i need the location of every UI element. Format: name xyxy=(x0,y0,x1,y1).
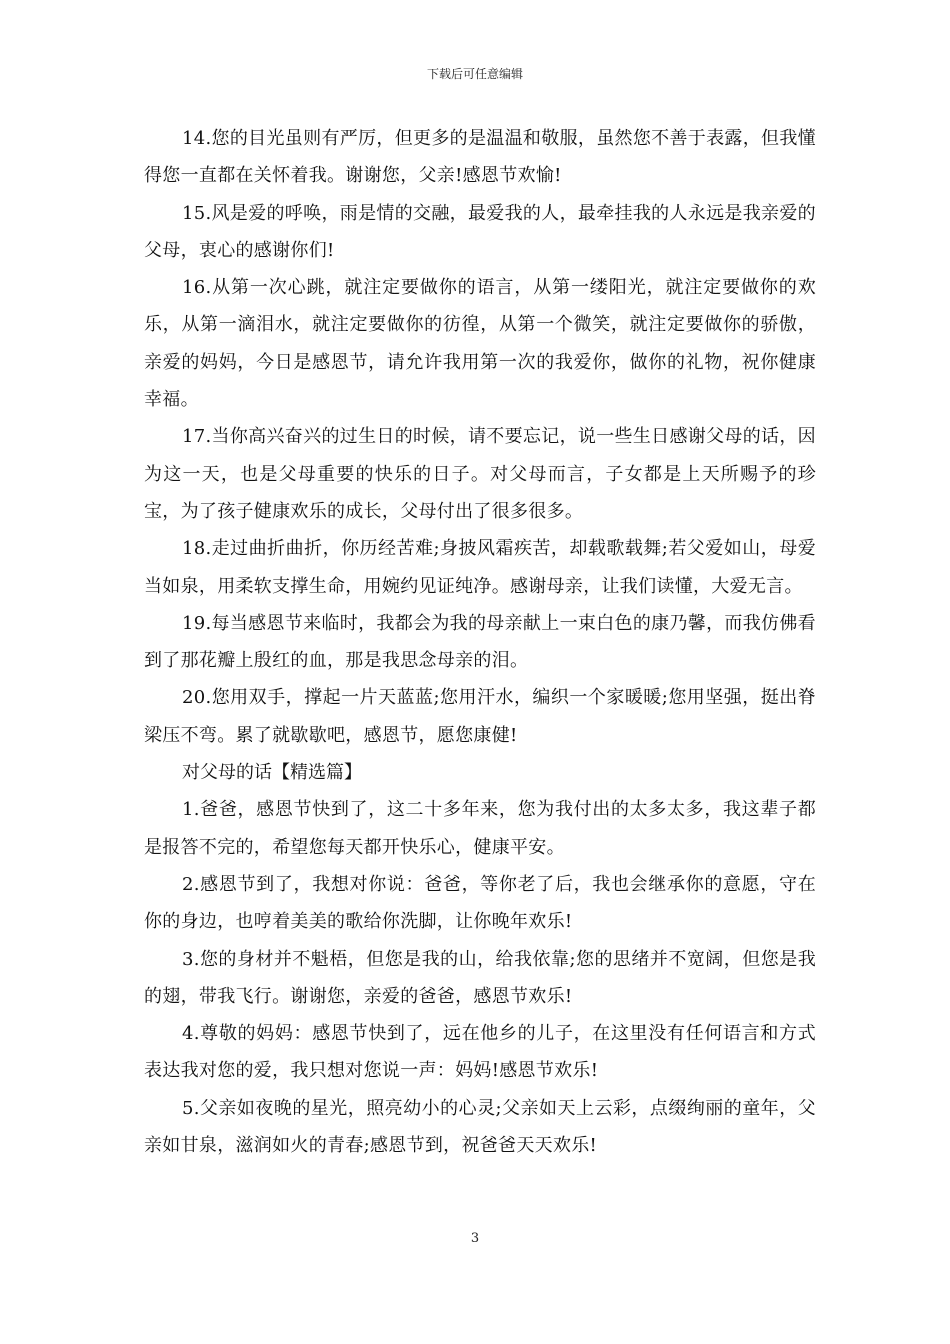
page-header: 下载后可任意编辑 xyxy=(426,67,523,81)
paragraph-20: 20.您用双手，撑起一片天蓝蓝;您用汗水，编织一个家暖暖;您用坚强，挺出脊梁压不弯。累了就歇歇吧，感恩节，愿您康健! xyxy=(144,687,816,746)
paragraph-1: 1.爸爸，感恩节快到了，这二十多年来，您为我付出的太多太多，我这辈子都是报答不完的，希望您每天都开快乐心，健康平安。 xyxy=(144,799,816,858)
paragraph-3: 3.您的身材并不魁梧，但您是我的山，给我依靠;您的思绪并不宽阔，但您是我的翅，带我飞行。谢谢您，亲爱的爸爸，感恩节欢乐! xyxy=(144,948,816,1007)
paragraph-18: 18.走过曲折曲折，你历经苦难;身披风霜疾苦，却载歌载舞;若父爱如山，母爱当如泉，用柔软支撑生命，用婉约见证纯净。感谢母亲，让我们读懂，大爱无言。 xyxy=(144,538,816,597)
paragraph-19: 19.每当感恩节来临时，我都会为我的母亲献上一束白色的康乃馨，而我仿佛看到了那花瓣上殷红的血，那是我思念母亲的泪。 xyxy=(144,612,816,672)
paragraph-15: 15.风是爱的呼唤，雨是情的交融，最爱我的人，最牵挂我的人永远是我亲爱的父母，衷心的感谢你们! xyxy=(144,202,816,261)
page-number: 3 xyxy=(470,1231,480,1246)
paragraph-16: 16.从第一次心跳，就注定要做你的语言，从第一缕阳光，就注定要做你的欢乐，从第一滴泪水，就注定要做你的彷徨，从第一个微笑，就注定要做你的骄傲，亲爱的妈妈，今日是感恩节，请允许我用第一次的我爱你，做你的礼物，祝你健康幸福。 xyxy=(144,277,816,411)
paragraph-17: 17.当你高兴奋兴的过生日的时候，请不要忘记，说一些生日感谢父母的话，因为这一天，也是父母重要的快乐的日子。对父母而言，子女都是上天所赐予的珍宝，为了孩子健康欢乐的成长，父母付出了很多很多。 xyxy=(144,426,816,522)
section-title: 对父母的话【精选篇】 xyxy=(182,762,362,784)
paragraph-14: 14.您的目光虽则有严厉，但更多的是温温和敬服，虽然您不善于表露，但我懂得您一直都在关怀着我。谢谢您，父亲!感恩节欢愉! xyxy=(144,128,816,187)
paragraph-2: 2.感恩节到了，我想对你说：爸爸，等你老了后，我也会继承你的意愿，守在你的身边，也哼着美美的歌给你洗脚，让你晚年欢乐! xyxy=(144,873,816,933)
document-body xyxy=(144,120,816,1164)
paragraph-5: 5.父亲如夜晚的星光，照亮幼小的心灵;父亲如天上云彩，点缀绚丽的童年，父亲如甘泉，滋润如火的青春;感恩节到，祝爸爸天天欢乐! xyxy=(144,1097,816,1157)
paragraph-4: 4.尊敬的妈妈：感恩节快到了，远在他乡的儿子，在这里没有任何语言和方式表达我对您的爱，我只想对您说一声：妈妈!感恩节欢乐! xyxy=(144,1023,816,1082)
